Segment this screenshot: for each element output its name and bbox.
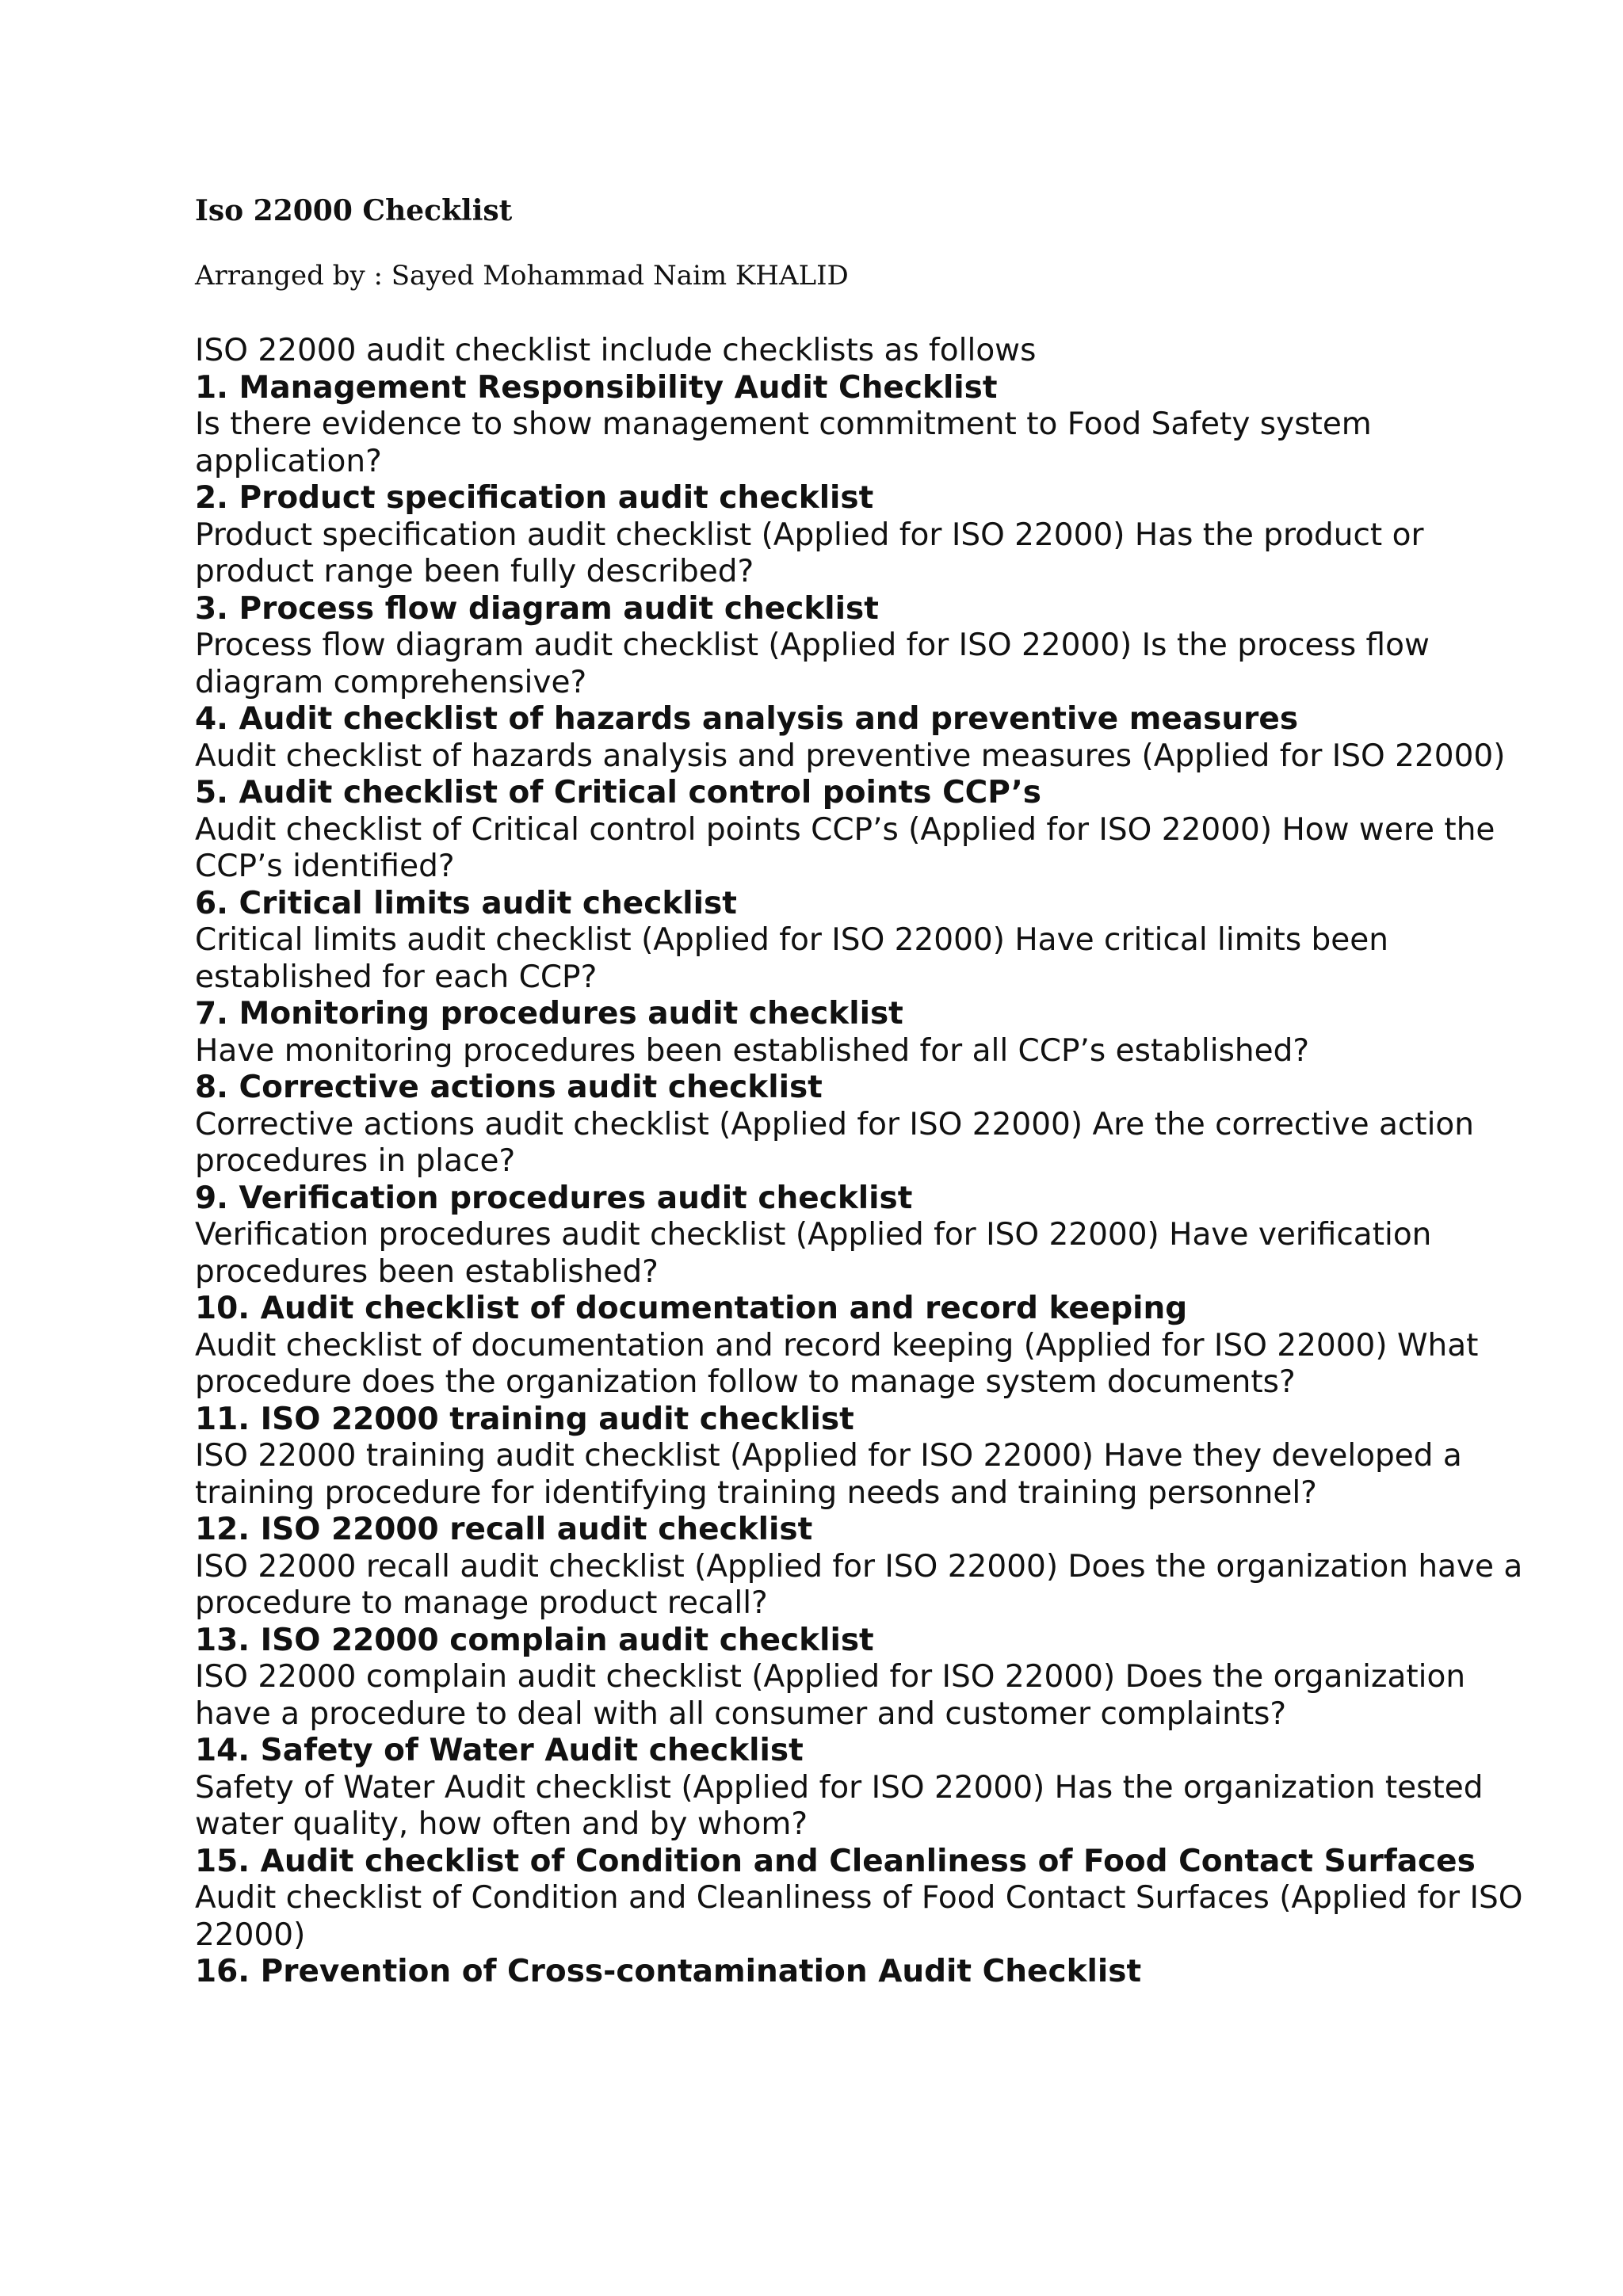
section-description-11: ISO 22000 training audit checklist (Applied for ISO 22000) Have they developed a training procedure for identifying training needs and training personnel? [195, 1438, 1462, 1511]
section-heading-10: 10. Audit checklist of documentation and record keeping [195, 1291, 1188, 1326]
section-heading-7: 7. Monitoring procedures audit checklist [195, 996, 903, 1032]
section-description-4: Audit checklist of hazards analysis and preventive measures (Applied for ISO 22000) [195, 738, 1506, 774]
section-heading-1: 1. Management Responsibility Audit Checklist [195, 369, 998, 406]
section-description-2: Product specification audit checklist (Applied for ISO 22000) Has the product or product range been fully described? [195, 517, 1424, 589]
section-description-14: Safety of Water Audit checklist (Applied for ISO 22000) Has the organization tested water quality, how often and by whom? [195, 1769, 1484, 1842]
section-heading-16: 16. Prevention of Cross-contamination Audit Checklist [195, 1954, 1142, 1989]
section-description-13: ISO 22000 complain audit checklist (Applied for ISO 22000) Does the organization have a procedure to deal with all consumer and customer complaints? [195, 1659, 1466, 1732]
section-heading-4: 4. Audit checklist of hazards analysis and preventive measures [195, 701, 1299, 737]
section-heading-13: 13. ISO 22000 complain audit checklist [195, 1622, 874, 1658]
section-heading-12: 12. ISO 22000 recall audit checklist [195, 1512, 813, 1547]
section-heading-8: 8. Corrective actions audit checklist [195, 1070, 823, 1105]
section-description-15: Audit checklist of Condition and Cleanliness of Food Contact Surfaces (Applied for ISO 22000) [195, 1880, 1523, 1953]
section-heading-9: 9. Verification procedures audit checklist [195, 1180, 913, 1216]
section-description-9: Verification procedures audit checklist (Applied for ISO 22000) Have verification procedures been established? [195, 1217, 1432, 1290]
section-description-3: Process flow diagram audit checklist (Applied for ISO 22000) Is the process flow diagram comprehensive? [195, 627, 1430, 700]
document-author: Arranged by : Sayed Mohammad Naim KHALID [195, 260, 849, 292]
section-heading-11: 11. ISO 22000 training audit checklist [195, 1401, 854, 1437]
document-title: Iso 22000 Checklist [195, 194, 513, 227]
intro-text: ISO 22000 audit checklist include checklists as follows [195, 333, 1037, 368]
section-heading-14: 14. Safety of Water Audit checklist [195, 1733, 804, 1768]
section-heading-6: 6. Critical limits audit checklist [195, 885, 737, 921]
section-description-6: Critical limits audit checklist (Applied for ISO 22000) Have critical limits been established for each CCP? [195, 922, 1389, 995]
section-description-12: ISO 22000 recall audit checklist (Applied for ISO 22000) Does the organization have a procedure to manage product recall? [195, 1548, 1523, 1621]
section-description-5: Audit checklist of Critical control points CCP’s (Applied for ISO 22000) How were the CCP’s identified? [195, 811, 1495, 884]
document-page [195, 187, 1526, 1991]
section-heading-3: 3. Process flow diagram audit checklist [195, 590, 879, 627]
section-description-8: Corrective actions audit checklist (Applied for ISO 22000) Are the corrective action procedures in place? [195, 1106, 1475, 1179]
section-description-10: Audit checklist of documentation and record keeping (Applied for ISO 22000) What procedure does the organization follow to manage system documents? [195, 1327, 1479, 1400]
section-description-1: Is there evidence to show management commitment to Food Safety system application? [195, 406, 1372, 479]
section-heading-2: 2. Product specification audit checklist [195, 480, 874, 516]
section-heading-15: 15. Audit checklist of Condition and Cleanliness of Food Contact Surfaces [195, 1843, 1476, 1879]
section-heading-5: 5. Audit checklist of Critical control points CCP’s [195, 775, 1042, 810]
checklist-body [195, 333, 1526, 1991]
section-description-7: Have monitoring procedures been established for all CCP’s established? [195, 1032, 1310, 1069]
